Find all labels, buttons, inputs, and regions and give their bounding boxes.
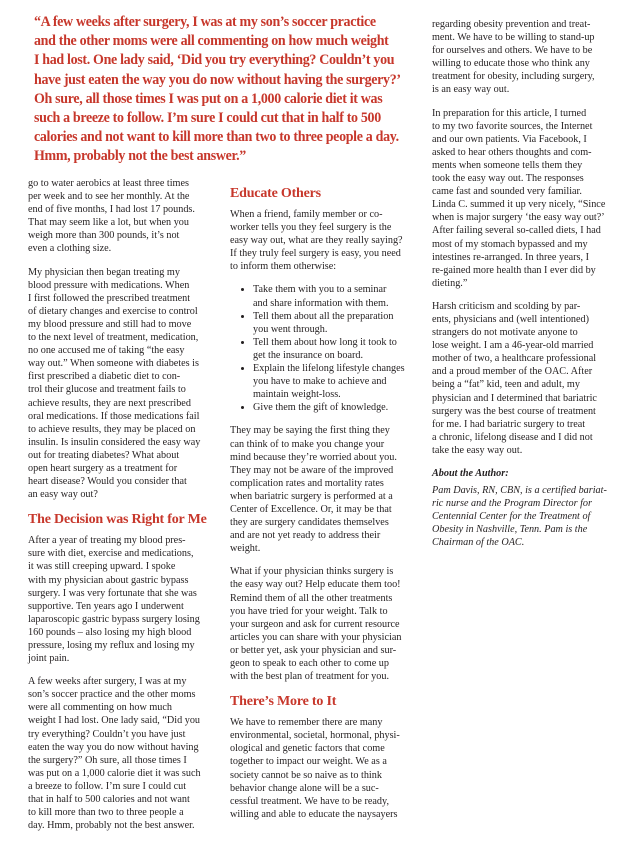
column-left (28, 177, 208, 842)
text-line: • Tell them about how long it took to (253, 336, 397, 348)
text-line: it was still creeping upward. I spoke (28, 561, 176, 573)
text-line: • Explain the lifelong lifestyle changes (253, 363, 405, 375)
text-line: ents, physicians and (well intentioned) (432, 313, 590, 325)
text-line: supportive. Ten years ago I underwent (28, 600, 184, 612)
text-line: with my physician about gastric bypass (28, 574, 189, 586)
pull-quote-line: have just eaten the way you do now without having the surgery?’ (34, 70, 401, 88)
about-author-text (432, 484, 616, 549)
column-middle (230, 185, 412, 831)
text-line: was put on a 1,000 calorie diet it was such (28, 767, 201, 779)
text-line: 160 pounds – also losing my high blood (28, 626, 192, 638)
text-line: After failing several so-called diets, I had (432, 225, 601, 237)
text-line: and are not yet ready to address their (230, 530, 381, 542)
text-line: end of five months, I had lost 17 pounds. (28, 204, 195, 216)
text-line: willing to educate those who think any (432, 58, 590, 70)
text-line: strangers do not motivate anyone to (432, 327, 578, 339)
text-line: the surgery?” Oh sure, all those times I (28, 754, 187, 766)
text-line: way out.” When someone with diabetes is (28, 358, 199, 370)
text-line: willing and able to educate the naysayers (230, 808, 398, 820)
text-line: society cannot be so naive as to think (230, 769, 382, 781)
text-line: achieve results, they are next prescribed (28, 397, 191, 409)
tip-item (253, 336, 412, 362)
text-line: blood pressure with medications. When (28, 279, 190, 291)
text-line: heart disease? Would you consider that (28, 476, 187, 488)
text-line: together to impact our weight. We as a (230, 756, 387, 768)
column-right (432, 18, 616, 560)
pull-quote-line: calories and not want to kill more than two to three people a day. (34, 128, 399, 146)
text-line: After a year of treating my blood pres- (28, 535, 186, 547)
text-line: easy way out, what are they really saying? (230, 235, 403, 247)
text-line: • Give them the gift of knowledge. (253, 402, 389, 414)
text-line: my blood pressure and still had to move (28, 318, 192, 330)
text-line: and our own patients. Via Facebook, I (432, 133, 587, 145)
pull-quote-line: “A few weeks after surgery, I was at my son’s soccer practice (34, 13, 376, 30)
text-line: cessful treatment. We have to be ready, (230, 795, 389, 807)
text-line: environmental, societal, hormonal, physi- (230, 730, 400, 742)
text-line: oral medications. If those medications fail (28, 410, 200, 422)
pull-quote-line: such a breeze to follow. I’m sure I could cut that in half to 500 (34, 109, 381, 127)
text-line: Centennial Center for the Treatment of (432, 511, 591, 523)
col3-paragraph-3 (432, 300, 616, 457)
tip-item (253, 401, 412, 414)
text-line: for ourselves and others. We have to be (432, 45, 593, 57)
text-line: mind because they’re worried about you. (230, 451, 397, 463)
text-line: try everything? Couldn’t you have just (28, 728, 186, 740)
text-line: maintain weight-loss. (253, 389, 341, 401)
section-heading-educate: Educate Others (230, 186, 321, 201)
text-line: Linda C. summed it up very nicely, “Since (432, 199, 606, 211)
text-line: your surgeon and ask for current resource (230, 618, 400, 630)
col1-paragraph-3 (28, 534, 208, 665)
text-line: is an easy way out. (432, 84, 510, 96)
text-line: • Tell them about all the preparation (253, 310, 394, 322)
section-heading-more: There’s More to It (230, 694, 337, 710)
text-line: ments when someone tells them they (432, 159, 583, 171)
text-line: a chronic, lifelong disease and I did not (432, 431, 593, 443)
text-line: mother of two, a healthcare professional (432, 353, 597, 365)
text-line: go to water aerobics at least three times (28, 178, 189, 189)
text-line: take the easy way out. (432, 444, 523, 456)
text-line: insulin. Is insulin considered the easy way (28, 436, 201, 448)
text-line: treatment for obesity, including surgery, (432, 71, 595, 83)
text-line: lose weight. I am a 46-year-old married (432, 340, 594, 352)
text-line: trol their glucose and treatment fails to (28, 384, 186, 396)
text-line: complication rates and mortality rates (230, 477, 384, 489)
text-line: weight. (230, 543, 261, 555)
pull-quote-line: I had lost. One lady said, ‘Did you try everything? Couldn’t you (34, 51, 395, 69)
tip-item (253, 283, 412, 309)
text-line: most of my stomach bypassed and my (432, 238, 588, 250)
text-line: of dietary changes and exercise to control (28, 305, 198, 317)
text-line: no one accused me of taking “the easy (28, 345, 185, 357)
text-line: that in half to 500 calories and not want (28, 794, 190, 806)
text-line: to achieve results, they may be placed on (28, 423, 196, 435)
pull-quote-line: and the other moms were all commenting on how much weight (34, 32, 389, 50)
text-line: Remind them of all the other treatments (230, 592, 393, 604)
text-line: re-gained more health than I ever did by (432, 264, 596, 276)
text-line: for me. I had bariatric surgery to treat (432, 418, 586, 430)
tips-list (230, 283, 412, 414)
text-line: open heart surgery as a treatment for (28, 462, 178, 474)
text-line: first prescribed a diabetic diet to con- (28, 371, 181, 383)
text-line: laparoscopic gastric bypass surgery losing (28, 613, 200, 625)
text-line: when bariatric surgery is performed at a (230, 490, 393, 502)
text-line: weigh more than 300 pounds, it’s not (28, 230, 180, 242)
text-line: worker tells you they feel surgery is the (230, 222, 392, 234)
text-line: took the easy way out. The responses (432, 173, 584, 185)
text-line: surgery was the best course of treatment (432, 405, 596, 417)
text-line: That may seem like a lot, but when you (28, 217, 189, 229)
text-line: get the insurance on board. (253, 349, 364, 361)
text-line: Center of Excellence. Or, it may be that (230, 503, 392, 515)
about-author-title: About the Author: (432, 468, 509, 479)
text-line: behavior change alone will be a suc- (230, 782, 379, 794)
text-line: to kill more than two to three people a (28, 807, 184, 819)
text-line: out for treating diabetes? What about (28, 449, 180, 461)
text-line: and a proud member of the OAC. After (432, 366, 593, 378)
text-line: A few weeks after surgery, I was at my (28, 676, 187, 688)
text-line: Obesity in Nashville, Tenn. Pam is the (432, 524, 588, 536)
text-line: even a clothing size. (28, 243, 112, 255)
col3-paragraph-1 (432, 18, 616, 97)
text-line: ological and genetic factors that come (230, 743, 385, 755)
text-line: dieting.” (432, 277, 468, 289)
col3-paragraph-2 (432, 107, 616, 290)
text-line: and share information with them. (253, 297, 389, 309)
text-line: to the next level of treatment, medication, (28, 332, 199, 344)
text-line: were all commenting on how much (28, 702, 173, 714)
section-heading-decision: The Decision was Right for Me (28, 512, 207, 528)
col1-paragraph-1 (28, 177, 208, 256)
col1-paragraph-2 (28, 266, 208, 502)
text-line: with the best plan of treatment for you. (230, 671, 389, 683)
text-line: you went through. (253, 323, 328, 335)
col1-paragraph-4 (28, 675, 208, 832)
text-line: to my two favorite sources, the Internet (432, 120, 593, 132)
pull-quote-line: Hmm, probably not the best answer.” (34, 147, 246, 165)
text-line: an easy way out? (28, 489, 98, 501)
text-line: If they truly feel surgery is easy, you need (230, 248, 401, 260)
tip-item (253, 362, 412, 401)
text-line: son’s soccer practice and the other moms (28, 689, 196, 701)
text-line: We have to remember there are many (230, 717, 383, 729)
text-line: They may not be aware of the improved (230, 464, 394, 476)
text-line: When a friend, family member or co- (230, 209, 383, 220)
text-line: the easy way out? Help educate them too! (230, 579, 401, 591)
pull-quote-line: Oh sure, all those times I was put on a 1,000 calorie diet it was (34, 89, 383, 107)
text-line: came fast and sounded very familiar. (432, 186, 582, 198)
text-line: ment. We have to be willing to stand-up (432, 32, 595, 44)
text-line: being a “fat” kid, teen and adult, my (432, 379, 580, 391)
text-line: to inform them otherwise: (230, 261, 337, 273)
text-line: articles you can share with your physician (230, 631, 402, 643)
text-line: surgery. I was very fortunate that she was (28, 587, 197, 599)
text-line: a breeze to follow. I’m sure I could cut (28, 780, 187, 792)
col2-paragraph-3 (230, 565, 412, 683)
text-line: My physician then began treating my (28, 266, 180, 278)
text-line: ric nurse and the Program Director for (432, 498, 592, 510)
text-line: They may be saying the first thing they (230, 425, 390, 437)
text-line: regarding obesity prevention and treat- (432, 19, 591, 30)
text-line: per week and to see her monthly. At the (28, 191, 190, 203)
text-line: sure with diet, exercise and medications, (28, 548, 194, 560)
text-line: I first followed the prescribed treatment (28, 292, 191, 304)
text-line: you have tried for your weight. Talk to (230, 605, 388, 617)
text-line: weight I had lost. One lady said, “Did you (28, 715, 201, 727)
text-line: Chairman of the OAC. (432, 537, 525, 549)
text-line: pressure, losing my reflux and losing my (28, 640, 195, 651)
text-line: can think of to make you change your (230, 438, 385, 450)
text-line: or better yet, ask your physician and sur- (230, 644, 397, 656)
col2-paragraph-1 (230, 208, 412, 273)
text-line: In preparation for this article, I turned (432, 107, 587, 119)
pull-quote (34, 12, 401, 166)
text-line: Pam Davis, RN, CBN, is a certified bariat- (432, 485, 607, 497)
text-line: • Take them with you to a seminar (253, 284, 387, 296)
text-line: day. Hmm, probably not the best answer. (28, 820, 195, 832)
text-line: intestines re-arranged. In three years, I (432, 251, 589, 263)
col2-paragraph-4 (230, 716, 412, 821)
text-line: they are surgery candidates themselves (230, 517, 389, 529)
text-line: asked to hear others thoughts and com- (432, 146, 592, 158)
text-line: joint pain. (28, 653, 70, 665)
text-line: geon to speak to each other to come up (230, 658, 389, 669)
col2-paragraph-2 (230, 424, 412, 555)
tip-item (253, 310, 412, 336)
text-line: physician and I determined that bariatric (432, 392, 597, 404)
text-line: when is major surgery ‘the easy way out?’ (432, 212, 605, 224)
text-line: eaten the way you do now without having (28, 741, 199, 753)
text-line: Harsh criticism and scolding by par- (432, 300, 581, 312)
text-line: What if your physician thinks surgery is (230, 566, 394, 578)
text-line: you have to make to achieve and (253, 376, 387, 388)
